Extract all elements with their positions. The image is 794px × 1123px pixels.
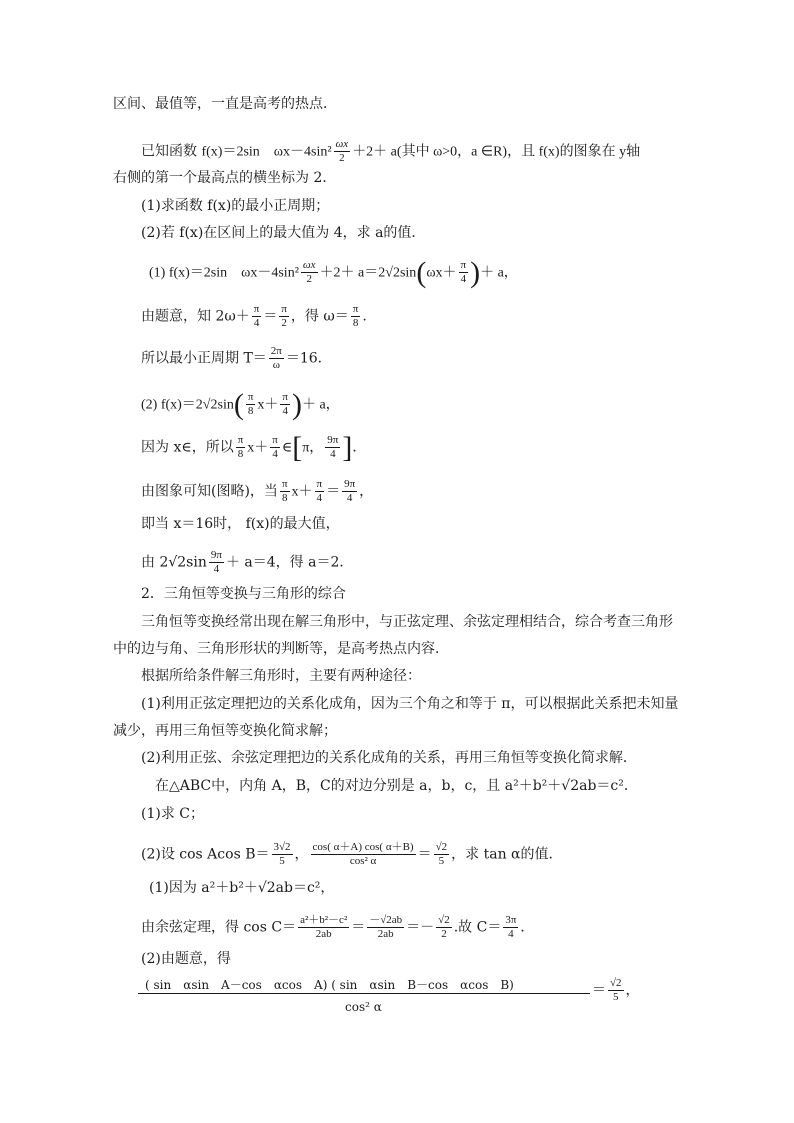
paragraph-line: 根据所给条件解三角形时，主要有两种途径： (141, 668, 421, 684)
paragraph-line: (2)利用正弦、余弦定理把边的关系化成角的关系，再用三角恒等变换化简求解． (141, 750, 637, 766)
fraction-numerator: ( sin αsin A－cos αcos A) ( sin αsin B－cos αcos B) (145, 978, 514, 992)
problem-2-statement: 在△ABC中，内角 A，B，C的对边分别是 a，b，c，且 a²＋b²＋√2ab＝c²． (155, 778, 638, 794)
text-line: 右侧的第一个最高点的横坐标为 2． (113, 170, 337, 186)
question-2: (2)若 f(x)在区间上的最大值为 4，求 a的值． (141, 225, 426, 241)
solution-line: 即当 x＝16时， f(x)的最大值， (141, 516, 340, 532)
solution-line: (1) f(x)＝2sin ωx－4sin² $\frac{\omega x}{2}$ ＋2＋ a＝2√2sin(ωx＋ $\frac{\pi}{4}$ )＋ a， (149, 255, 518, 289)
question-1: (1)求 C； (141, 806, 204, 822)
solution-line: 由 2√2sin $\frac{9\pi}{4}$ ＋ a＝4，得 a＝2． (141, 549, 354, 575)
paragraph-line: 中的边与角、三角形形状的判断等，是高考热点内容． (113, 641, 449, 657)
paragraph-line: 三角恒等变换经常出现在解三角形中，与正弦定理、余弦定理相结合，综合考查三角形 (141, 614, 673, 630)
solution-line: (1)因为 a²＋b²＋√2ab＝c²， (149, 880, 335, 896)
solution-line: 由图象可知(图略)，当 $\frac{\pi}{8}$ x＋ $\frac{\pi}{4}$ ＝ $\frac{9\pi}{4}$ ， (141, 478, 374, 504)
solution-line: 所以最小正周期 T＝ $\frac{2\pi}{\omega}$ ＝16． (141, 345, 332, 371)
question-2: (2)设 cos Acos B＝ $\frac{3√2}{5}$ ， $\frac{\cos( \alpha+A) \cos( \alpha+B)}{\text{cos² α}}$ ＝ $\frac{√2}{5}$ ，求 tan α的值． (141, 841, 563, 867)
solution-line: (2)由题意，得 (141, 951, 231, 967)
paragraph-line: (1)利用正弦定理把边的关系化成角，因为三个角之和等于 π，可以根据此关系把未知量 (141, 696, 679, 712)
section-heading: 2．三角恒等变换与三角形的综合 (141, 586, 346, 602)
solution-line: 由题意，知 2ω＋ $\frac{\pi}{4}$ ＝ $\frac{\pi}{2}$ ，得 ω＝ $\frac{\pi}{8}$ . (141, 303, 367, 329)
text-line: 区间、最值等，一直是高考的热点． (113, 96, 337, 112)
solution-line: (2) f(x)＝2√2sin( $\frac{\pi}{8}$ x＋ $\frac{\pi}{4}$ )＋ a， (141, 387, 340, 421)
paragraph-line: 减少，再用三角恒等变换化简求解； (113, 723, 337, 739)
fraction-bar (138, 993, 590, 994)
solution-line: ＝ $\frac{√2}{5}$ ， (592, 977, 640, 1003)
solution-line: 由余弦定理，得 cos C＝ $\frac{\text{a²＋b²－c²}}{2ab}$ ＝ $\frac{-√2ab}{2ab}$ ＝－ $\frac{√2}{2}$ .故 C＝ $\frac{3\pi}{4}$ ． (141, 914, 535, 940)
fraction-denominator: cos² α (345, 1000, 382, 1014)
solution-line: 因为 x∈，所以 $\frac{\pi}{8}$ x＋ $\frac{\pi}{4}$ ∈[π， $\frac{9\pi}{4}$ ]． (141, 430, 367, 464)
problem-1-statement: 已知函数 f(x)＝2sin ωx－4sin² $\frac{\omega x}{2}$ ＋2＋ a(其中 ω>0，a ∈R)，且 f(x)的图象在 y轴 (141, 138, 641, 164)
question-1: (1)求函数 f(x)的最小正周期； (141, 198, 330, 214)
